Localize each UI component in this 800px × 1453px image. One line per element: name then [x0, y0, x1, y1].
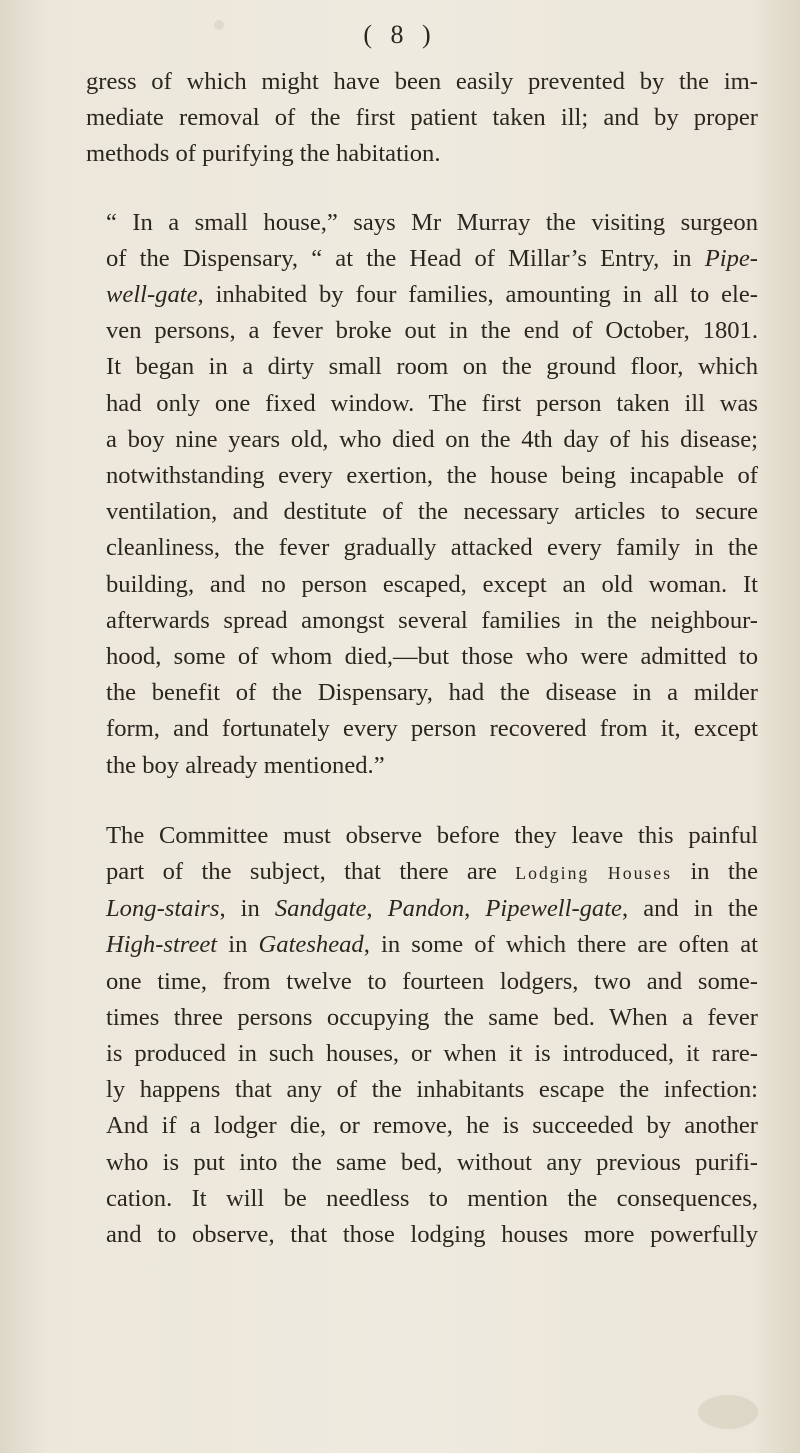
text-line: times three persons occupying the same bed. When a fever: [106, 1003, 758, 1031]
text-line: [86, 891, 758, 927]
text-line: ly happens that any of the inhabitants escape the infection:: [106, 1076, 758, 1104]
italic-place-name: Long-stairs: [106, 895, 220, 923]
text-line: The Committee must observe before they leave this painful: [106, 821, 758, 849]
text-line: ven persons, a fever broke out in the end of October, 1801.: [106, 317, 758, 345]
text-segment: part of the subject, that there are: [106, 858, 516, 886]
small-caps-term: Lodging Houses: [515, 863, 673, 884]
text-line: [86, 241, 758, 277]
text-line: and to observe, that those lodging houses more powerfully: [106, 1221, 758, 1249]
text-line: gress of which might have been easily prevented by the im-: [86, 68, 758, 95]
paragraph-3: [86, 818, 758, 1253]
text-segment: ,: [464, 895, 486, 923]
paragraph-1: [86, 64, 758, 173]
text-line: the boy already mentioned.”: [106, 751, 385, 779]
italic-place-name: High-street: [106, 931, 218, 959]
text-segment: , in: [219, 895, 275, 923]
text-segment: ,: [366, 895, 388, 923]
italic-place-name: Pandon: [387, 895, 465, 923]
italic-place-name: well-gate: [106, 281, 198, 309]
body-text: [86, 64, 758, 1253]
text-line: the benefit of the Dispensary, had the disease in a milder: [106, 679, 758, 707]
text-line: [86, 854, 758, 891]
text-line: notwithstanding every exertion, the house being incapable of: [106, 462, 758, 490]
text-line: cation. It will be needless to mention the consequences,: [106, 1184, 758, 1212]
text-line: is produced in such houses, or when it is introduced, it rare-: [106, 1040, 758, 1068]
text-line: It began in a dirty small room on the ground floor, which: [106, 353, 758, 381]
text-line: [86, 927, 758, 963]
paper-stain: [698, 1395, 758, 1429]
paragraph-2-quotation: [86, 205, 758, 784]
text-line: one time, from twelve to fourteen lodgers, two and some-: [106, 967, 758, 995]
text-segment: , and in the: [621, 895, 759, 923]
text-segment: in the: [672, 858, 758, 886]
text-line: cleanliness, the fever gradually attacked every family in the: [106, 534, 758, 562]
text-line: a boy nine years old, who died on the 4th day of his disease;: [106, 425, 758, 453]
page-number: ( 8 ): [363, 20, 437, 49]
text-line: And if a lodger die, or remove, he is succeeded by another: [106, 1112, 758, 1140]
text-line: hood, some of whom died,—but those who were admitted to: [106, 643, 758, 671]
text-segment: in: [217, 931, 259, 959]
text-line: ventilation, and destitute of the necessary articles to secure: [106, 498, 758, 526]
text-line: [86, 277, 758, 313]
text-segment: , inhabited by four families, amounting in all to ele-: [197, 281, 758, 309]
text-segment: , in some of which there are often at: [363, 931, 758, 959]
text-line: form, and fortunately every person recovered from it, except: [106, 715, 758, 743]
text-line: “ In a small house,” says Mr Murray the visiting surgeon: [106, 208, 758, 236]
italic-place-name: Pipewell-gate: [485, 895, 622, 923]
text-line: who is put into the same bed, without any previous purifi-: [106, 1148, 758, 1176]
text-line: mediate removal of the first patient taken ill; and by proper: [86, 104, 758, 132]
text-line: had only one fixed window. The first person taken ill was: [106, 389, 758, 417]
text-line: afterwards spread amongst several families in the neighbour-: [106, 606, 758, 634]
italic-place-name: Pipe-: [704, 244, 758, 272]
italic-place-name: Gateshead: [258, 931, 364, 959]
text-segment: of the Dispensary, “ at the Head of Millar’s Entry, in: [106, 244, 705, 272]
italic-place-name: Sandgate: [274, 895, 367, 923]
text-line: methods of purifying the habitation.: [86, 140, 441, 168]
text-line: building, and no person escaped, except an old woman. It: [106, 570, 758, 598]
